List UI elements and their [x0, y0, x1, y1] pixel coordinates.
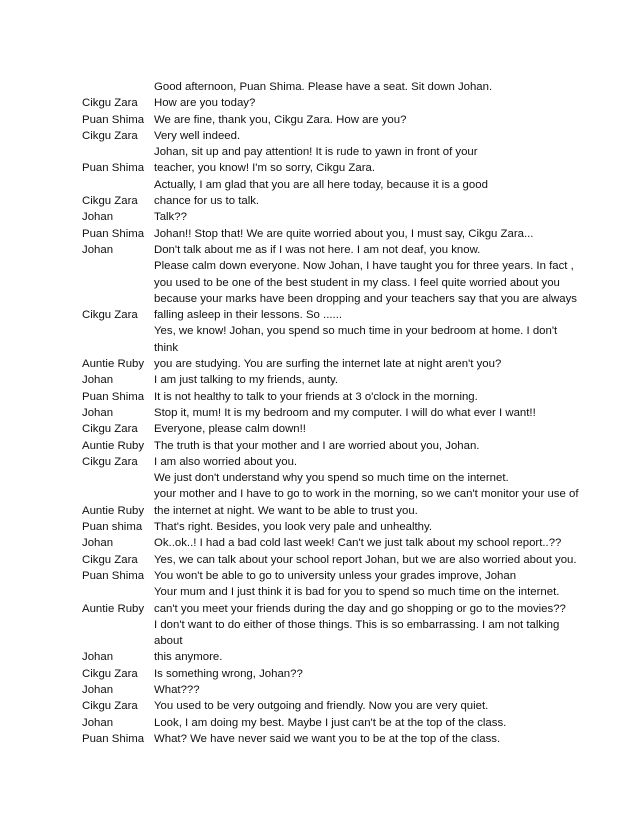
- speaker-name: Johan: [82, 374, 114, 387]
- speech-line: It is not healthy to talk to your friends at 3 o'clock in the morning.: [154, 390, 478, 403]
- dialogue-entry: [82, 177, 602, 210]
- speaker-name: Johan: [82, 537, 114, 550]
- speech-text: [154, 112, 602, 128]
- speech-line: chance for us to talk.: [154, 195, 260, 208]
- speech-text: [154, 617, 602, 666]
- speech-text: [154, 568, 602, 584]
- speaker-name: Puan Shima: [82, 162, 145, 175]
- dialogue-entry: [82, 698, 602, 714]
- dialogue-entry: [82, 112, 602, 128]
- speech-text: [154, 519, 602, 535]
- speech-text: [154, 731, 602, 747]
- speech-line: Good afternoon, Puan Shima. Please have a seat. Sit down Johan.: [154, 81, 493, 93]
- dialogue-entry: [82, 568, 602, 584]
- speech-line: Your mum and I just think it is bad for you to spend so much time on the internet.: [154, 586, 560, 599]
- speech-line: the internet at night. We want to be able to trust you.: [154, 504, 418, 517]
- speech-text: [154, 438, 602, 454]
- dialogue-entry: [82, 535, 602, 551]
- speech-text: [154, 128, 602, 144]
- speech-line: about: [154, 635, 183, 648]
- dialogue-entry: [82, 552, 602, 568]
- speech-line: Actually, I am glad that you are all here today, because it is a good: [154, 178, 488, 191]
- speech-text: [154, 535, 602, 551]
- speech-line: because your marks have been dropping and your teachers say that you are always: [154, 292, 577, 305]
- speech-line: That's right. Besides, you look very pale and unhealthy.: [154, 521, 433, 534]
- speaker-name: Cikgu Zara: [82, 423, 138, 436]
- speech-text: [154, 177, 602, 210]
- dialogue-entry: [82, 128, 602, 144]
- speech-line: falling asleep in their lessons. So ......: [154, 309, 343, 322]
- dialogue-entry: [82, 242, 602, 258]
- speech-line: can't you meet your friends during the day and go shopping or go to the movies??: [154, 602, 566, 615]
- speech-text: [154, 715, 602, 731]
- speech-line: Very well indeed.: [154, 129, 241, 142]
- dialogue-entry: [82, 682, 602, 698]
- speech-text: [154, 698, 602, 714]
- speech-text: [154, 454, 602, 470]
- speaker-name: Johan: [82, 683, 114, 696]
- speaker-name: Johan: [82, 716, 114, 729]
- speech-line: Please calm down everyone. Now Johan, I have taught you for three years. In fact ,: [154, 260, 574, 273]
- speech-text: [154, 323, 602, 372]
- speaker-name: Auntie Ruby: [82, 439, 145, 452]
- speaker-name: Puan Shima: [82, 569, 145, 582]
- dialogue-entry: [82, 226, 602, 242]
- speech-text: [154, 666, 602, 682]
- speaker-name: Puan Shima: [82, 390, 145, 403]
- dialogue-entry: [82, 617, 602, 666]
- speech-line: your mother and I have to go to work in the morning, so we can't monitor your use of: [154, 488, 579, 501]
- speaker-name: Johan: [82, 211, 114, 224]
- speech-line: I don't want to do either of those things. This is so embarrassing. I am not talking: [154, 618, 560, 631]
- speech-text: [154, 258, 602, 323]
- speech-text: [154, 242, 602, 258]
- speech-line: The truth is that your mother and I are worried about you, Johan.: [154, 439, 480, 452]
- speaker-name: Cikgu Zara: [82, 553, 138, 566]
- speech-text: [154, 144, 602, 177]
- dialogue-entry: [82, 209, 602, 225]
- speech-text: [154, 405, 602, 421]
- dialogue-entry: [82, 438, 602, 454]
- speech-line: Johan!! Stop that! We are quite worried about you, I must say, Cikgu Zara...: [154, 227, 534, 240]
- speaker-name: Auntie Ruby: [82, 602, 145, 615]
- dialogue-entry: [82, 79, 602, 112]
- dialogue-entry: [82, 144, 602, 177]
- dialogue-entry: [82, 519, 602, 535]
- dialogue-entry: [82, 389, 602, 405]
- speech-line: Johan, sit up and pay attention! It is rude to yawn in front of your: [154, 146, 478, 159]
- speaker-name: Puan Shima: [82, 227, 145, 240]
- speech-line: What???: [154, 683, 200, 696]
- speech-text: [154, 470, 602, 519]
- speech-line: We are fine, thank you, Cikgu Zara. How are you?: [154, 113, 407, 126]
- speech-line: Yes, we know! Johan, you spend so much time in your bedroom at home. I don't: [154, 325, 558, 338]
- speech-line: How are you today?: [154, 97, 256, 110]
- speech-line: You used to be very outgoing and friendly. Now you are very quiet.: [154, 700, 489, 713]
- speaker-name: Cikgu Zara: [82, 700, 138, 713]
- speech-line: Look, I am doing my best. Maybe I just can't be at the top of the class.: [154, 716, 507, 729]
- speech-line: this anymore.: [154, 651, 223, 664]
- dialogue-entry: [82, 731, 602, 747]
- speech-text: [154, 209, 602, 225]
- speaker-name: Cikgu Zara: [82, 667, 138, 680]
- speech-line: think: [154, 341, 179, 354]
- speaker-name: Cikgu Zara: [82, 97, 138, 110]
- dialogue-entry: [82, 421, 602, 437]
- speech-line: Ok..ok..! I had a bad cold last week! Can't we just talk about my school report..??: [154, 537, 562, 550]
- speech-line: Stop it, mum! It is my bedroom and my computer. I will do what ever I want!!: [154, 406, 536, 419]
- speech-line: I am just talking to my friends, aunty.: [154, 374, 339, 387]
- speech-text: [154, 584, 602, 617]
- dialogue-script: [82, 79, 602, 747]
- dialogue-entry: [82, 258, 602, 323]
- speech-line: Is something wrong, Johan??: [154, 667, 303, 680]
- speaker-name: Auntie Ruby: [82, 504, 145, 517]
- speech-text: [154, 79, 602, 112]
- speech-text: [154, 226, 602, 242]
- speech-line: I am also worried about you.: [154, 455, 298, 468]
- speech-line: Don't talk about me as if I was not here. I am not deaf, you know.: [154, 243, 481, 256]
- dialogue-entry: [82, 666, 602, 682]
- speech-line: you are studying. You are surfing the internet late at night aren't you?: [154, 358, 502, 371]
- speech-line: What? We have never said we want you to be at the top of the class.: [154, 732, 501, 745]
- speech-line: you used to be one of the best student in my class. I feel quite worried about you: [154, 276, 560, 289]
- dialogue-entry: [82, 323, 602, 372]
- speaker-name: Johan: [82, 651, 114, 664]
- speaker-name: Cikgu Zara: [82, 195, 138, 208]
- speech-line: We just don't understand why you spend so much time on the internet.: [154, 472, 509, 485]
- speech-text: [154, 552, 602, 568]
- dialogue-entry: [82, 372, 602, 388]
- speech-line: Everyone, please calm down!!: [154, 423, 306, 436]
- speaker-name: Puan shima: [82, 521, 143, 534]
- speech-text: [154, 372, 602, 388]
- dialogue-entry: [82, 584, 602, 617]
- speech-line: You won't be able to go to university unless your grades improve, Johan: [154, 569, 517, 582]
- speech-text: [154, 389, 602, 405]
- speaker-name: Cikgu Zara: [82, 309, 138, 322]
- dialogue-entry: [82, 454, 602, 470]
- speech-line: Talk??: [154, 211, 187, 224]
- dialogue-entry: [82, 405, 602, 421]
- speaker-name: Cikgu Zara: [82, 455, 138, 468]
- dialogue-entry: [82, 470, 602, 519]
- speech-line: Yes, we can talk about your school report Johan, but we are also worried about you.: [154, 553, 577, 566]
- speaker-name: Auntie Ruby: [82, 358, 145, 371]
- speaker-name: Johan: [82, 243, 114, 256]
- speech-line: teacher, you know! I'm so sorry, Cikgu Zara.: [154, 162, 375, 175]
- speaker-name: Puan Shima: [82, 113, 145, 126]
- speaker-name: Cikgu Zara: [82, 129, 138, 142]
- speaker-name: Johan: [82, 406, 114, 419]
- speech-text: [154, 682, 602, 698]
- speech-text: [154, 421, 602, 437]
- speaker-name: Puan Shima: [82, 732, 145, 745]
- dialogue-entry: [82, 715, 602, 731]
